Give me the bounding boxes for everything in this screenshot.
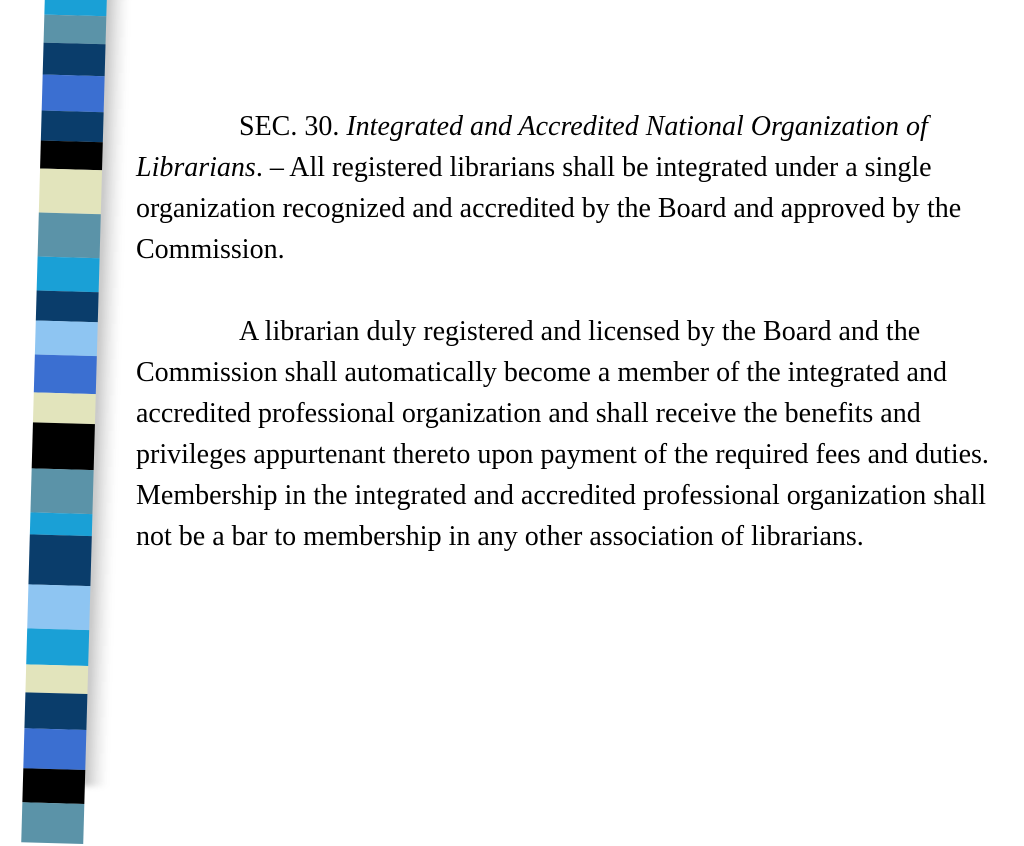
section-title: Integrated and Accredited National Organization of Librarians: [136, 111, 928, 183]
stripe-segment: [21, 802, 84, 844]
stripe-segment: [36, 290, 99, 322]
stripe-segment: [43, 43, 106, 77]
stripe-segment: [40, 141, 103, 171]
stripe-segment: [23, 728, 86, 770]
section-number: SEC. 30.: [239, 111, 340, 142]
membership-paragraph: [136, 311, 1003, 557]
stripe-segment: [27, 584, 90, 630]
stripe-segment: [33, 392, 96, 424]
stripe-segment: [25, 664, 88, 694]
slide-body: [136, 106, 1003, 557]
stripe-segment: [44, 15, 107, 45]
stripe-segment: [34, 354, 97, 394]
stripe-segment: [42, 75, 105, 113]
membership-text: A librarian duly registered and licensed by the Board and the Commission shall automatically become a member of the integrated and accredited professional organization and shall receive the benefits and privileges appurtenant thereto upon payment of the required fees and duties. Membership in the integrated and accredited professional organization shall not be a bar to membership in any other association of librarians.: [136, 316, 1003, 552]
stripe-segment: [37, 256, 100, 292]
stripe-segment: [24, 692, 87, 730]
section-30-paragraph: [136, 106, 996, 270]
stripe-segment: [32, 422, 95, 470]
stripe-segment: [22, 768, 85, 804]
stripe-segment: [30, 512, 93, 536]
stripe-segment: [30, 468, 93, 514]
stripe-segment: [39, 169, 102, 215]
stripe-segment: [28, 534, 91, 586]
stripe-segment: [38, 213, 101, 259]
stripe-segment: [35, 320, 98, 356]
section-text: All registered librarians shall be integrated under a single organization recognized and accredited by the Board and approved by the Commission.: [136, 152, 962, 265]
stripe-segment: [41, 111, 104, 143]
stripe-segment: [26, 628, 89, 666]
section-dash: . –: [255, 152, 284, 183]
